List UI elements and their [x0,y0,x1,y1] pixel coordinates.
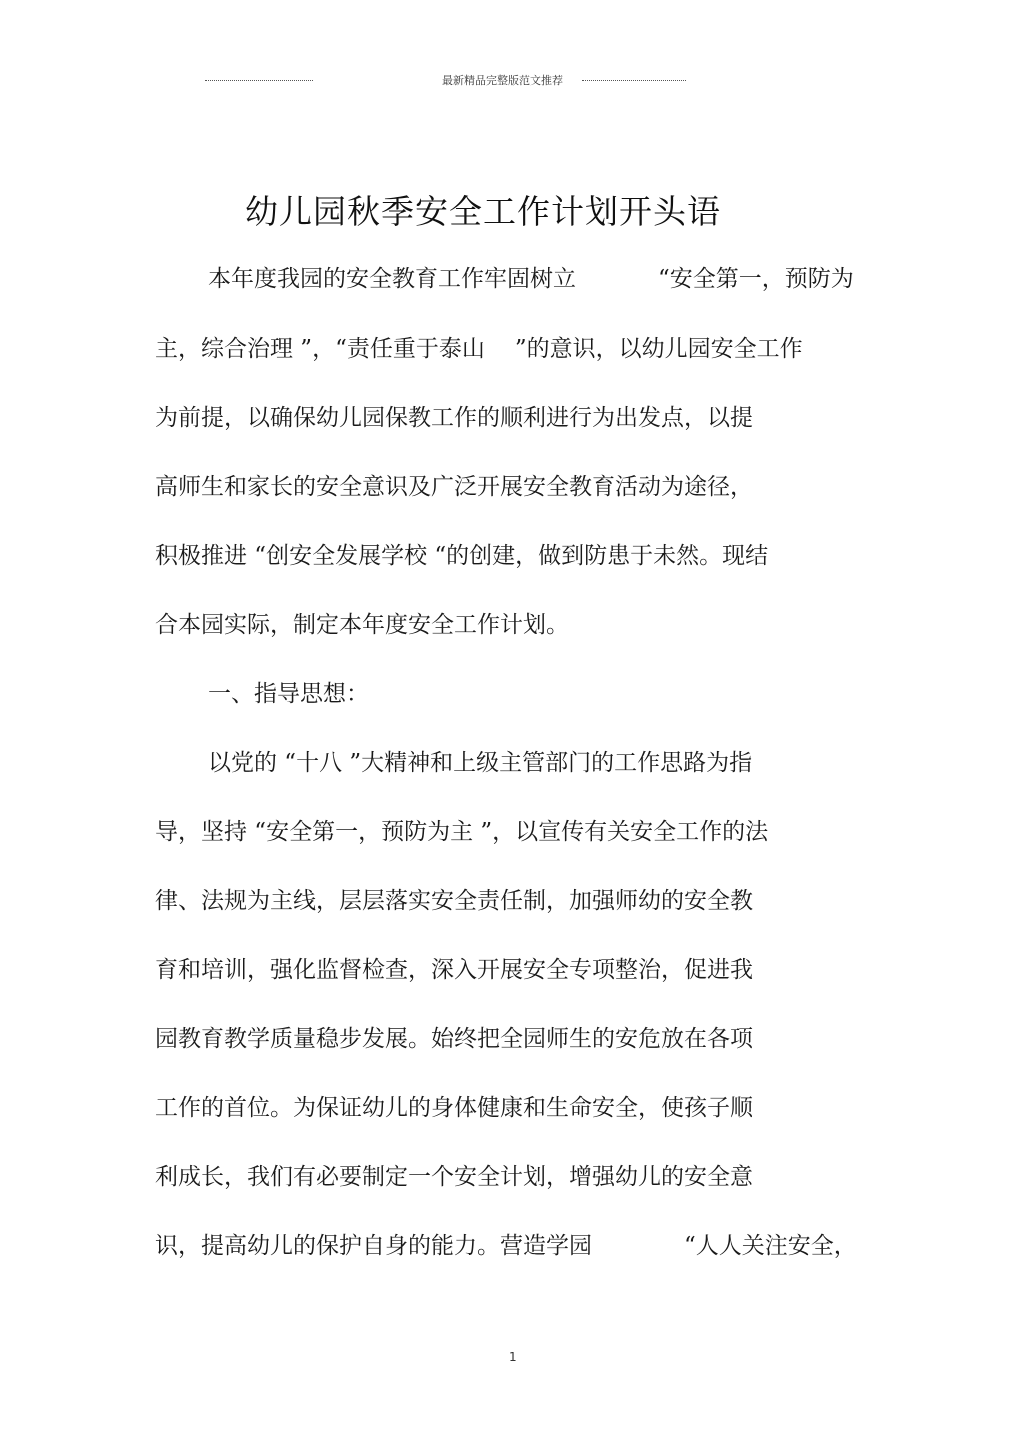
body-line: 工作的首位。为保证幼儿的身体健康和生命安全，使孩子顺 [155,1095,753,1121]
body-line-text: 本年度我园的安全教育工作牢固树立 [208,266,576,292]
header-rule-right [582,80,686,81]
page-number: 1 [509,1350,517,1364]
body-line: 高师生和家长的安全意识及广泛开展安全教育活动为途径， [155,474,753,500]
body-line: 以党的 “十八 ”大精神和上级主管部门的工作思路为指 [208,750,753,776]
body-line: 导，坚持 “安全第一，预防为主 ”，以宣传有关安全工作的法 [155,819,769,845]
header-text: 最新精品完整版范文推荐 [442,74,563,87]
body-line-text: ”的意识，以幼儿园安全工作 [514,336,803,362]
body-line: 合本园实际，制定本年度安全工作计划。 [155,612,569,638]
section-heading: 一、指导思想： [208,681,369,707]
body-line-text: 识，提高幼儿的保护自身的能力。营造学园 [155,1233,592,1259]
body-line [208,264,854,294]
body-line: 为前提，以确保幼儿园保教工作的顺利进行为出发点，以提 [155,405,753,431]
body-line: 积极推进 “创安全发展学校 “的创建，做到防患于未然。现结 [155,543,769,569]
body-line-text: 主，综合治理 ”，“责任重于泰山 [155,336,485,362]
header-rule-left [205,80,313,81]
body-line [155,334,803,364]
body-line: 利成长，我们有必要制定一个安全计划，增强幼儿的安全意 [155,1164,753,1190]
body-line: 园教育教学质量稳步发展。始终把全园师生的安危放在各项 [155,1026,753,1052]
body-line-text: “人人关注安全， [684,1233,857,1259]
body-line: 律、法规为主线，层层落实安全责任制，加强师幼的安全教 [155,888,753,914]
body-line: 育和培训，强化监督检查，深入开展安全专项整治，促进我 [155,957,753,983]
document-title: 幼儿园秋季安全工作计划开头语 [245,192,721,231]
body-line [155,1231,857,1261]
body-line-text: “安全第一，预防为 [658,266,854,292]
